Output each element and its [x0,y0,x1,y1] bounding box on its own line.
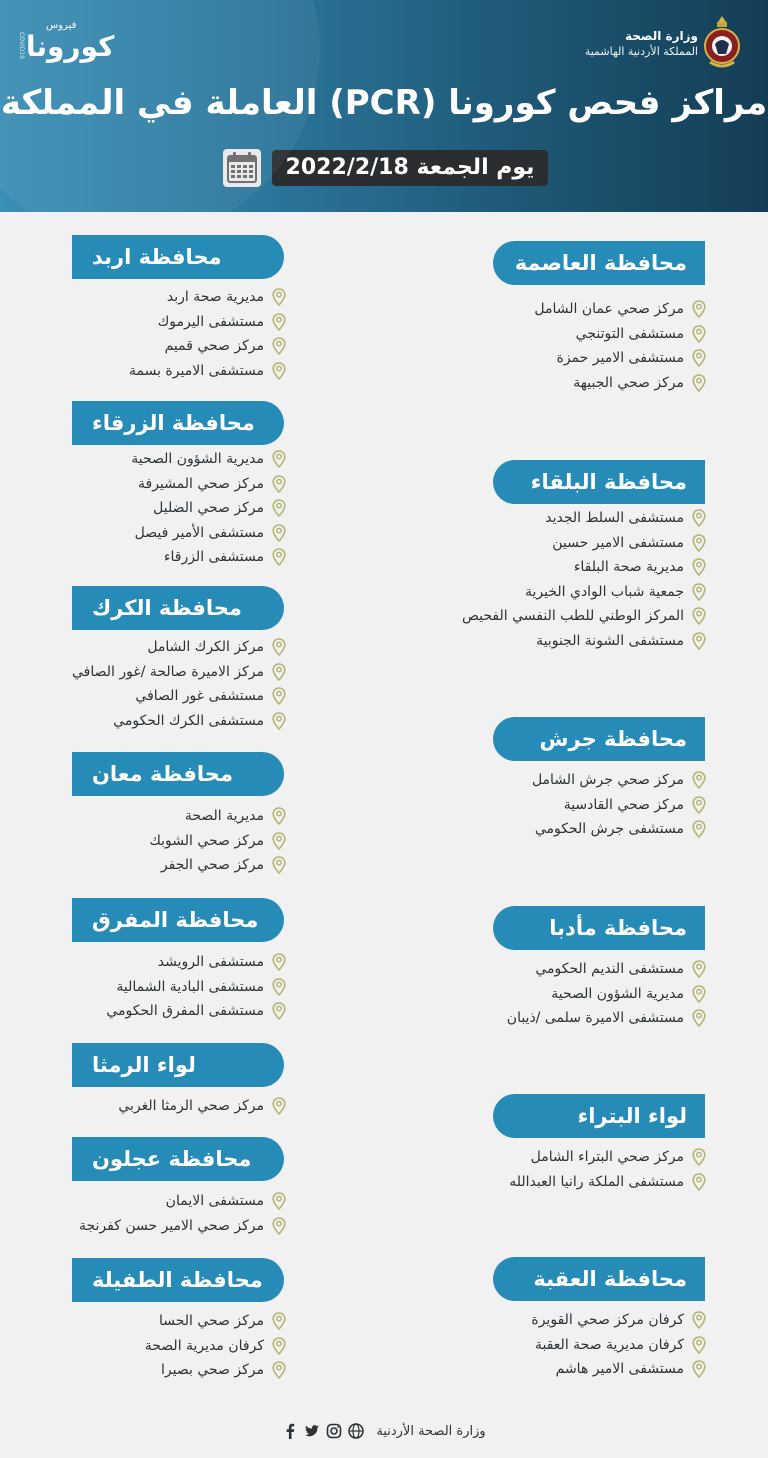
test-center-item [135,684,286,708]
test-center-item [116,975,286,999]
test-center-item [462,604,706,628]
test-center-label: مستشفى غور الصافي [135,688,264,705]
location-pin-icon [264,663,286,681]
test-center-label: مستشفى الشونة الجنوبية [536,633,684,649]
corona-logo-big: كورونا [26,30,115,63]
location-pin-icon [264,1361,286,1379]
test-center-item [531,1308,706,1332]
test-center-label: مستشفى جرش الحكومي [534,821,684,838]
location-pin-icon [264,1312,286,1330]
test-center-label: مستشفى الامير حمزة [556,350,684,367]
date-label: يوم الجمعة 2022/2/18 [272,150,548,186]
location-pin-icon [684,325,706,343]
governorate-header: محافظة اربد [72,235,284,279]
location-pin-icon [264,288,286,306]
kingdom-name: المملكة الأردنية الهاشمية [584,45,698,58]
location-pin-icon [264,499,286,517]
test-center-item [535,957,706,981]
test-center-label: مستشفى المفرق الحكومي [106,1003,264,1020]
test-center-item [535,1333,706,1357]
location-pin-icon [684,1311,706,1329]
location-pin-icon [684,1009,706,1027]
test-center-item [545,506,706,530]
corona-logo-side: COVID19 [18,32,25,59]
test-center-label: مركز صحي الجفر [160,857,264,874]
test-center-label: مديرية الشؤون الصحية [131,451,264,467]
test-center-item [185,804,286,828]
test-center-item [509,1170,706,1194]
test-center-label: مركز الاميرة صالحة /غور الصافي [72,663,264,680]
test-center-item [564,793,706,817]
location-pin-icon [684,1336,706,1354]
location-pin-icon [264,548,286,566]
location-pin-icon [684,1360,706,1378]
ministry-name [585,28,698,60]
test-center-item [145,1334,286,1358]
test-center-item [164,545,286,569]
globe-icon[interactable] [348,1423,364,1439]
test-center-item [161,853,286,877]
location-pin-icon [684,558,706,576]
location-pin-icon [684,960,706,978]
test-center-label: كرفان مركز صحي القويرة [531,1312,684,1328]
test-center-label: مركز صحي عمان الشامل [534,301,684,317]
test-center-label: مركز صحي الرمثا الغربي [118,1098,264,1114]
test-center-item [525,580,706,604]
test-center-label: مركز صحي قميم [164,338,264,355]
governorate-header: محافظة المفرق [72,898,284,942]
test-center-item [149,829,286,853]
test-center-item [159,1309,286,1333]
location-pin-icon [684,632,706,650]
test-center-label: مركز صحي جرش الشامل [531,772,684,788]
test-center-label: مركز صحي الحسا [158,1313,264,1329]
location-pin-icon [264,712,286,730]
location-pin-icon [264,978,286,996]
facebook-icon[interactable] [282,1423,298,1439]
governorate-header: محافظة الزرقاء [72,401,284,445]
location-pin-icon [264,856,286,874]
test-center-label: مستشفى الأمير فيصل [134,524,264,541]
location-pin-icon [264,638,286,656]
location-pin-icon [264,475,286,493]
test-center-label: مستشفى الزرقاء [163,549,264,566]
test-center-label: مركز الكرك الشامل [147,639,264,655]
location-pin-icon [264,1217,286,1235]
header-banner [0,0,768,212]
location-pin-icon [684,607,706,625]
test-center-item [118,1094,286,1118]
location-pin-icon [684,349,706,367]
location-pin-icon [684,771,706,789]
test-center-label: مستشفى النديم الحكومي [535,961,684,977]
location-pin-icon [684,300,706,318]
governorate-header: لواء البتراء [493,1094,705,1138]
page-title: مراكز فحص كورونا (PCR) العاملة في المملكة [0,83,768,123]
governorate-header: محافظة العقبة [493,1257,705,1301]
test-center-label: مركز صحي القادسية [563,796,684,813]
location-pin-icon [684,374,706,392]
location-pin-icon [264,953,286,971]
test-center-label: مركز صحي الشوبك [149,832,264,849]
test-center-label: كرفان مديرية صحة العقبة [534,1336,684,1353]
test-center-item [557,346,706,370]
test-center-label: مستشفى الرويشد [157,954,264,970]
governorate-header: محافظة عجلون [72,1137,284,1181]
test-center-label: مستشفى الايمان [165,1193,264,1209]
footer-text: وزارة الصحة الأردنية [376,1423,486,1439]
location-pin-icon [684,509,706,527]
instagram-icon[interactable] [326,1423,342,1439]
location-pin-icon [264,1337,286,1355]
test-center-item [507,1006,706,1030]
location-pin-icon [264,1097,286,1115]
location-pin-icon [684,985,706,1003]
location-pin-icon [264,313,286,331]
governorate-header: محافظة الكرك [72,586,284,630]
location-pin-icon [264,807,286,825]
test-center-label: مستشفى الامير هاشم [555,1361,684,1378]
test-center-item [158,950,286,974]
test-center-label: مركز صحي المشيرفة [138,475,264,492]
location-pin-icon [264,524,286,542]
test-center-label: المركز الوطني للطب النفسي الفحيص [462,608,684,625]
test-center-item [147,635,286,659]
test-center-item [535,817,706,841]
test-center-label: مستشفى اليرموك [157,313,264,330]
governorate-header: محافظة معان [72,752,284,796]
test-center-item [161,1358,286,1382]
location-pin-icon [264,362,286,380]
test-center-label: كرفان مديرية الصحة [144,1337,264,1354]
test-center-label: مستشفى السلط الجديد [545,510,684,526]
test-center-item [131,447,286,471]
test-center-item [552,531,706,555]
test-center-label: مستشفى الامير حسين [552,534,684,551]
location-pin-icon [264,1002,286,1020]
location-pin-icon [684,796,706,814]
location-pin-icon [684,820,706,838]
test-center-item [556,1357,706,1381]
test-center-item [135,521,286,545]
governorate-header: محافظة العاصمة [493,241,705,285]
test-center-item [573,371,706,395]
corona-logo-small: فيروس [46,20,77,31]
governorate-header: لواء الرمثا [72,1043,284,1087]
test-center-label: مديرية صحة اربد [166,289,264,305]
test-center-item [167,285,286,309]
location-pin-icon [264,1192,286,1210]
test-center-label: مديرية صحة البلقاء [573,559,684,576]
test-center-label: مستشفى الملكة رانيا العبدالله [509,1173,684,1190]
location-pin-icon [264,337,286,355]
twitter-icon[interactable] [304,1423,320,1439]
corona-logo [18,20,115,63]
test-center-item [576,322,706,346]
test-center-item [79,1214,286,1238]
test-center-item [106,999,286,1023]
location-pin-icon [264,832,286,850]
location-pin-icon [684,534,706,552]
test-center-item [153,496,286,520]
date-box [222,148,548,188]
test-center-label: جمعية شباب الوادي الخيرية [525,583,684,600]
test-center-label: مستشفى الاميرة بسمة [129,362,264,379]
test-center-label: مستشفى الكرك الحكومي [113,712,264,729]
test-center-item [531,1145,706,1169]
location-pin-icon [264,687,286,705]
test-center-item [574,555,706,579]
calendar-icon [222,148,262,188]
test-center-item [72,660,286,684]
test-center-label: مديرية الصحة [184,808,264,824]
test-center-item [551,982,706,1006]
governorate-header: محافظة البلقاء [493,460,705,504]
test-center-item [532,768,706,792]
test-center-label: مستشفى الاميرة سلمى /ذيبان [506,1010,684,1027]
test-center-label: مركز صحي البتراء الشامل [530,1149,684,1165]
test-center-item [158,310,286,334]
test-center-label: مستشفى التوتنجي [575,325,684,342]
test-center-label: مركز صحي الجبيهة [573,374,684,391]
test-center-label: مديرية الشؤون الصحية [551,985,684,1002]
test-center-item [534,297,706,321]
test-center-label: مركز صحي الامير حسن كفرنجة [78,1217,264,1234]
test-center-item [165,334,286,358]
test-center-item [113,709,286,733]
test-center-item [138,472,286,496]
footer [0,1418,768,1444]
governorate-header: محافظة جرش [493,717,705,761]
location-pin-icon [684,1173,706,1191]
test-center-item [536,629,706,653]
test-center-label: مركز صحي بصيرا [161,1362,264,1379]
location-pin-icon [684,1148,706,1166]
location-pin-icon [264,450,286,468]
test-center-label: مركز صحي الضليل [153,500,264,517]
location-pin-icon [684,583,706,601]
ministry-title: وزارة الصحة [624,29,698,43]
governorate-header: محافظة مأدبا [493,906,705,950]
test-center-item [129,359,286,383]
test-center-item [166,1189,286,1213]
governorate-header: محافظة الطفيلة [72,1258,284,1302]
test-center-label: مستشفى البادية الشمالية [116,978,264,995]
coat-of-arms-icon [700,14,744,70]
